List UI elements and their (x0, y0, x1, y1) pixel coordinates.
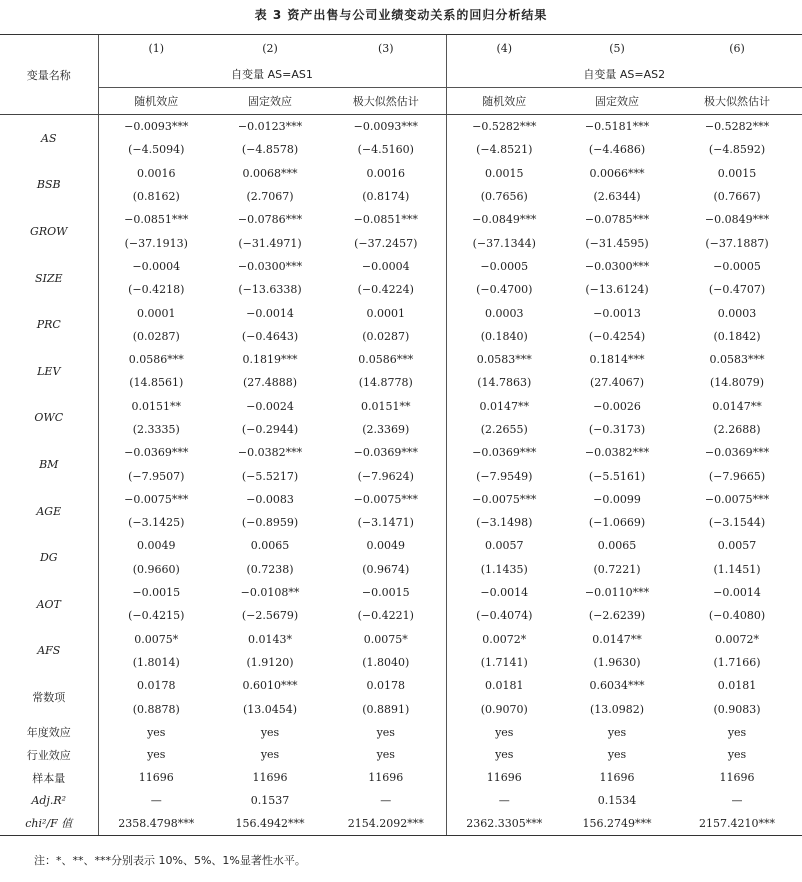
table-row (0, 162, 802, 185)
summary-cell: 2154.2092*** (326, 812, 446, 835)
t-stat-cell: (−37.1344) (446, 231, 562, 254)
summary-label: chi²/F 值 (0, 812, 98, 835)
t-stat-cell: (14.8561) (98, 371, 214, 394)
coefficient-cell: −0.0075*** (353, 492, 418, 506)
coefficient-cell: 0.0143* (248, 632, 292, 646)
variable-name: 常数项 (32, 691, 66, 705)
coefficient-cell: 0.0049 (98, 534, 214, 557)
t-stat-cell: (−37.1887) (705, 236, 769, 250)
coefficient-cell: 0.0075* (98, 628, 214, 651)
summary-label: Adj.R² (31, 794, 67, 807)
t-stat-cell: (0.1842) (713, 329, 761, 343)
coefficient-cell: 0.0586*** (358, 353, 414, 367)
t-stat-cell: (−3.1544) (708, 516, 766, 530)
coefficient-cell: 0.0181 (717, 679, 757, 693)
t-stat-cell: (−0.4221) (357, 609, 414, 623)
coefficient-cell: 0.0065 (597, 539, 637, 553)
method-header: 极大似然估计 (326, 88, 446, 115)
t-stat-cell: (2.7067) (246, 190, 294, 204)
coefficient-cell: −0.0369*** (98, 441, 214, 464)
t-stat-cell: (−2.5679) (241, 609, 299, 623)
t-stat-cell: (−3.1471) (357, 516, 414, 530)
table-row (0, 558, 802, 581)
summary-cell: — (380, 794, 392, 807)
coefficient-cell: −0.0024 (246, 399, 294, 413)
coefficient-cell: 0.0147** (446, 395, 562, 418)
summary-cell: 156.4942*** (214, 812, 326, 835)
group-header-as2: 自变量 AS=AS2 (446, 61, 802, 88)
t-stat-cell: (0.8878) (98, 697, 214, 720)
summary-cell: 2362.3305*** (446, 812, 562, 835)
t-stat-cell: (1.7166) (713, 655, 761, 669)
t-stat-cell: (−0.4254) (588, 329, 646, 343)
summary-cell: yes (727, 748, 747, 762)
summary-cell: 11696 (719, 771, 755, 785)
t-stat-cell: (0.0287) (98, 325, 214, 348)
t-stat-cell: (−7.9665) (708, 469, 766, 483)
t-stat-cell: (−3.1498) (446, 511, 562, 534)
t-stat-cell: (−13.6124) (585, 283, 649, 297)
col-number: (2) (214, 35, 326, 62)
t-stat-cell: (0.9674) (362, 562, 410, 576)
t-stat-cell: (−2.6239) (588, 609, 646, 623)
t-stat-cell: (1.7141) (446, 651, 562, 674)
summary-cell: — (446, 789, 562, 812)
coefficient-cell: 0.0057 (446, 534, 562, 557)
table-row (0, 581, 802, 604)
coefficient-cell: 0.0015 (717, 166, 757, 180)
t-stat-cell: (−0.4074) (446, 604, 562, 627)
col-number: (1) (98, 35, 214, 62)
t-stat-cell: (0.0287) (362, 329, 410, 343)
t-stat-cell: (0.7667) (713, 190, 761, 204)
t-stat-cell: (0.8174) (362, 190, 410, 204)
summary-label: 行业效应 (26, 748, 71, 762)
t-stat-cell: (1.9630) (593, 655, 641, 669)
method-header: 随机效应 (98, 88, 214, 115)
t-stat-cell: (−5.5161) (588, 469, 646, 483)
header-row-methods (0, 88, 802, 115)
coefficient-cell: −0.0108** (240, 586, 300, 600)
table-row (0, 371, 802, 394)
t-stat-cell: (27.4067) (589, 376, 645, 390)
table-row (0, 488, 802, 511)
coefficient-cell: 0.6010*** (242, 679, 298, 693)
variable-name: PRC (36, 318, 61, 332)
coefficient-cell: 0.6034*** (589, 679, 645, 693)
coefficient-cell: −0.0014 (446, 581, 562, 604)
coefficient-cell: 0.0049 (366, 539, 405, 553)
coefficient-cell: 0.0072* (446, 628, 562, 651)
method-header: 固定效应 (562, 88, 672, 115)
summary-cell: yes (607, 725, 627, 739)
coefficient-cell: 0.0072* (715, 632, 759, 646)
coefficient-cell: 0.0586*** (98, 348, 214, 371)
coefficient-cell: −0.0849*** (446, 208, 562, 231)
summary-cell: — (731, 794, 743, 807)
variable-name: AGE (36, 504, 62, 518)
t-stat-cell: (−7.9549) (446, 464, 562, 487)
t-stat-cell: (0.8162) (98, 185, 214, 208)
coefficient-cell: 0.0147** (712, 399, 762, 413)
table-row (0, 208, 802, 231)
table-row (0, 651, 802, 674)
variable-name: AS (41, 131, 57, 145)
t-stat-cell: (−5.5217) (241, 469, 299, 483)
summary-cell: 11696 (368, 771, 404, 785)
t-stat-cell: (−4.8521) (446, 138, 562, 161)
coefficient-cell: 0.0181 (446, 674, 562, 697)
coefficient-cell: −0.0004 (98, 255, 214, 278)
t-stat-cell: (1.8014) (98, 651, 214, 674)
variable-name: LEV (37, 364, 61, 378)
variable-name: DG (39, 551, 58, 565)
summary-cell: yes (376, 725, 395, 739)
t-stat-cell: (14.8778) (358, 376, 413, 390)
variable-name: AOT (36, 597, 61, 611)
t-stat-cell: (2.6344) (593, 190, 641, 204)
t-stat-cell: (−7.9507) (98, 464, 214, 487)
coefficient-cell: 0.0583*** (709, 353, 765, 367)
coefficient-cell: 0.0583*** (446, 348, 562, 371)
coefficient-cell: 0.0001 (98, 301, 214, 324)
t-stat-cell: (0.9660) (98, 558, 214, 581)
coefficient-cell: 0.1814*** (589, 353, 645, 367)
summary-cell: yes (98, 721, 214, 744)
t-stat-cell: (0.7221) (593, 562, 641, 576)
coefficient-cell: 0.0003 (717, 306, 757, 320)
table-row (0, 674, 802, 697)
coefficient-cell: −0.0110*** (584, 586, 650, 600)
table-row (0, 511, 802, 534)
table-row (0, 231, 802, 254)
coefficient-cell: 0.0075* (363, 632, 408, 646)
coefficient-cell: 0.0151** (98, 395, 214, 418)
coefficient-cell: −0.0300*** (584, 259, 650, 273)
summary-cell: yes (727, 725, 747, 739)
variable-name: AFS (37, 644, 61, 658)
t-stat-cell: (−37.2457) (354, 236, 418, 250)
t-stat-cell: (13.0982) (589, 702, 645, 716)
table-row (0, 697, 802, 720)
t-stat-cell: (2.2688) (713, 423, 761, 436)
summary-cell: 2157.4210*** (672, 812, 802, 835)
coefficient-cell: 0.0147** (592, 632, 642, 646)
summary-cell: 11696 (599, 771, 635, 785)
coefficient-cell: 0.0065 (250, 539, 290, 553)
coefficient-cell: −0.0093*** (98, 115, 214, 139)
coefficient-cell: −0.0004 (361, 259, 410, 273)
t-stat-cell: (0.9070) (446, 697, 562, 720)
t-stat-cell: (0.7656) (446, 185, 562, 208)
coefficient-cell: −0.5282*** (704, 120, 770, 134)
t-stat-cell: (−13.6338) (238, 283, 302, 297)
method-header: 极大似然估计 (672, 88, 802, 115)
coefficient-cell: −0.0005 (713, 259, 761, 273)
t-stat-cell: (2.2655) (446, 418, 562, 441)
t-stat-cell: (0.1840) (446, 325, 562, 348)
header-row-col-numbers (0, 35, 802, 62)
coefficient-cell: −0.0785*** (584, 213, 650, 227)
coefficient-cell: −0.0026 (593, 399, 641, 413)
t-stat-cell: (−3.1425) (98, 511, 214, 534)
t-stat-cell: (1.1451) (713, 562, 761, 576)
summary-row (0, 766, 802, 789)
t-stat-cell: (2.3369) (362, 423, 410, 436)
table-row (0, 395, 802, 418)
t-stat-cell: (−4.5160) (357, 143, 414, 157)
t-stat-cell: (2.3335) (98, 418, 214, 441)
table-note: 注：*、**、***分别表示 10%、5%、1%显著性水平。 (34, 854, 306, 867)
coefficient-cell: 0.0178 (366, 679, 405, 693)
summary-rows (0, 721, 802, 835)
t-stat-cell: (0.8891) (362, 702, 410, 716)
variable-name: BM (39, 457, 59, 471)
variable-name: BSB (36, 178, 61, 192)
t-stat-cell: (1.9120) (246, 655, 294, 669)
coefficient-cell: −0.0786*** (237, 213, 303, 227)
t-stat-cell: (−0.4218) (98, 278, 214, 301)
table-row (0, 325, 802, 348)
coefficient-cell: −0.0083 (246, 492, 294, 506)
table-row (0, 185, 802, 208)
table-row (0, 278, 802, 301)
t-stat-cell: (−4.5094) (98, 138, 214, 161)
table-row (0, 348, 802, 371)
summary-label: 样本量 (32, 771, 66, 785)
col-number: (6) (672, 35, 802, 62)
summary-cell: yes (446, 744, 562, 767)
coefficient-cell: 0.1819*** (242, 353, 298, 367)
coefficient-cell: −0.0382*** (584, 446, 650, 460)
t-stat-cell: (−31.4595) (585, 236, 649, 250)
t-stat-cell: (−0.4080) (708, 609, 766, 623)
summary-cell: 11696 (446, 766, 562, 789)
col-number: (3) (326, 35, 446, 62)
t-stat-cell: (−0.4643) (241, 329, 299, 343)
regression-table (0, 34, 802, 836)
coefficient-cell: −0.0075*** (446, 488, 562, 511)
t-stat-cell: (−4.4686) (588, 143, 646, 157)
summary-cell: 11696 (98, 766, 214, 789)
t-stat-cell: (1.1435) (446, 558, 562, 581)
coefficient-cell: −0.0851*** (98, 208, 214, 231)
t-stat-cell: (−4.8592) (708, 143, 766, 157)
coefficient-cell: −0.0851*** (353, 213, 418, 227)
t-stat-cell: (−0.4707) (708, 283, 766, 297)
summary-cell: yes (260, 748, 280, 762)
coefficient-cell: −0.0123*** (237, 120, 303, 134)
coefficient-cell: −0.0093*** (353, 120, 418, 134)
table-row (0, 255, 802, 278)
coefficient-cell: −0.0014 (713, 586, 761, 600)
col-number: (5) (562, 35, 672, 62)
coefficient-cell: −0.0075*** (704, 492, 770, 506)
coefficient-cell: −0.0015 (98, 581, 214, 604)
t-stat-cell: (−37.1913) (98, 231, 214, 254)
coefficient-cell: 0.0057 (717, 539, 757, 553)
table-row (0, 534, 802, 557)
summary-label: 年度效应 (26, 726, 71, 740)
coefficient-cell: −0.0013 (593, 306, 641, 320)
summary-row (0, 744, 802, 767)
summary-cell: — (98, 789, 214, 812)
table-row (0, 138, 802, 161)
coefficient-cell: 0.0003 (446, 301, 562, 324)
coefficient-cell: −0.0075*** (98, 488, 214, 511)
t-stat-cell: (−0.4700) (446, 278, 562, 301)
t-stat-cell: (−4.8578) (241, 143, 299, 157)
coefficient-cell: −0.0099 (593, 492, 641, 506)
coefficient-cell: 0.0016 (366, 166, 405, 180)
coefficient-cell: −0.0849*** (704, 213, 770, 227)
coefficient-cell: 0.0016 (98, 162, 214, 185)
variable-name: GROW (30, 224, 68, 238)
summary-cell: yes (446, 721, 562, 744)
t-stat-cell: (14.8079) (709, 376, 765, 390)
coefficient-cell: −0.0369*** (704, 446, 770, 460)
table-row (0, 115, 802, 139)
table-row (0, 604, 802, 627)
method-header: 随机效应 (446, 88, 562, 115)
summary-cell: yes (376, 748, 395, 762)
summary-cell: yes (98, 744, 214, 767)
t-stat-cell: (13.0454) (242, 702, 298, 716)
t-stat-cell: (0.7238) (246, 562, 294, 576)
coefficient-rows (0, 115, 802, 721)
method-header: 固定效应 (214, 88, 326, 115)
summary-cell: 0.1537 (250, 794, 290, 807)
summary-cell: yes (607, 748, 627, 762)
table-row (0, 464, 802, 487)
coefficient-cell: −0.5181*** (584, 120, 650, 134)
summary-row (0, 812, 802, 835)
variable-name: OWC (34, 411, 64, 425)
coefficient-cell: −0.0369*** (353, 446, 418, 460)
coefficient-cell: 0.0151** (361, 399, 411, 413)
coefficient-cell: −0.0382*** (237, 446, 303, 460)
t-stat-cell: (−0.8959) (241, 516, 299, 530)
table-row (0, 441, 802, 464)
summary-cell: 2358.4798*** (98, 812, 214, 835)
summary-cell: yes (260, 725, 280, 739)
t-stat-cell: (−0.3173) (588, 423, 646, 436)
summary-row (0, 789, 802, 812)
coefficient-cell: 0.0068*** (242, 166, 298, 180)
col-number: (4) (446, 35, 562, 62)
coefficient-cell: 0.0015 (446, 162, 562, 185)
t-stat-cell: (1.8040) (362, 655, 410, 669)
summary-cell: 0.1534 (597, 794, 637, 807)
coefficient-cell: −0.0014 (246, 306, 294, 320)
t-stat-cell: (−1.0669) (588, 516, 646, 530)
coefficient-cell: 0.0178 (98, 674, 214, 697)
t-stat-cell: (−0.4215) (98, 604, 214, 627)
coefficient-cell: 0.0066*** (589, 166, 645, 180)
header-row-groups (0, 61, 802, 88)
var-label-header: 变量名称 (0, 35, 98, 115)
t-stat-cell: (−0.2944) (241, 423, 299, 436)
group-header-as1: 自变量 AS=AS1 (98, 61, 446, 88)
t-stat-cell: (−0.4224) (357, 283, 414, 297)
coefficient-cell: −0.5282*** (446, 115, 562, 139)
table-row (0, 301, 802, 324)
table-row (0, 628, 802, 651)
coefficient-cell: −0.0015 (361, 586, 410, 600)
coefficient-cell: 0.0001 (366, 306, 405, 320)
t-stat-cell: (27.4888) (242, 376, 298, 390)
summary-cell: 11696 (252, 771, 288, 785)
t-stat-cell: (−31.4971) (238, 236, 302, 250)
coefficient-cell: −0.0005 (446, 255, 562, 278)
variable-name: SIZE (34, 271, 63, 285)
t-stat-cell: (14.7863) (446, 371, 562, 394)
summary-cell: 156.2749*** (562, 812, 672, 835)
coefficient-cell: −0.0300*** (237, 259, 303, 273)
t-stat-cell: (0.9083) (713, 702, 761, 716)
table-title: 表 3 资产出售与公司业绩变动关系的回归分析结果 (254, 8, 548, 22)
coefficient-cell: −0.0369*** (446, 441, 562, 464)
t-stat-cell: (−7.9624) (357, 469, 414, 483)
summary-row (0, 721, 802, 744)
table-row (0, 418, 802, 441)
